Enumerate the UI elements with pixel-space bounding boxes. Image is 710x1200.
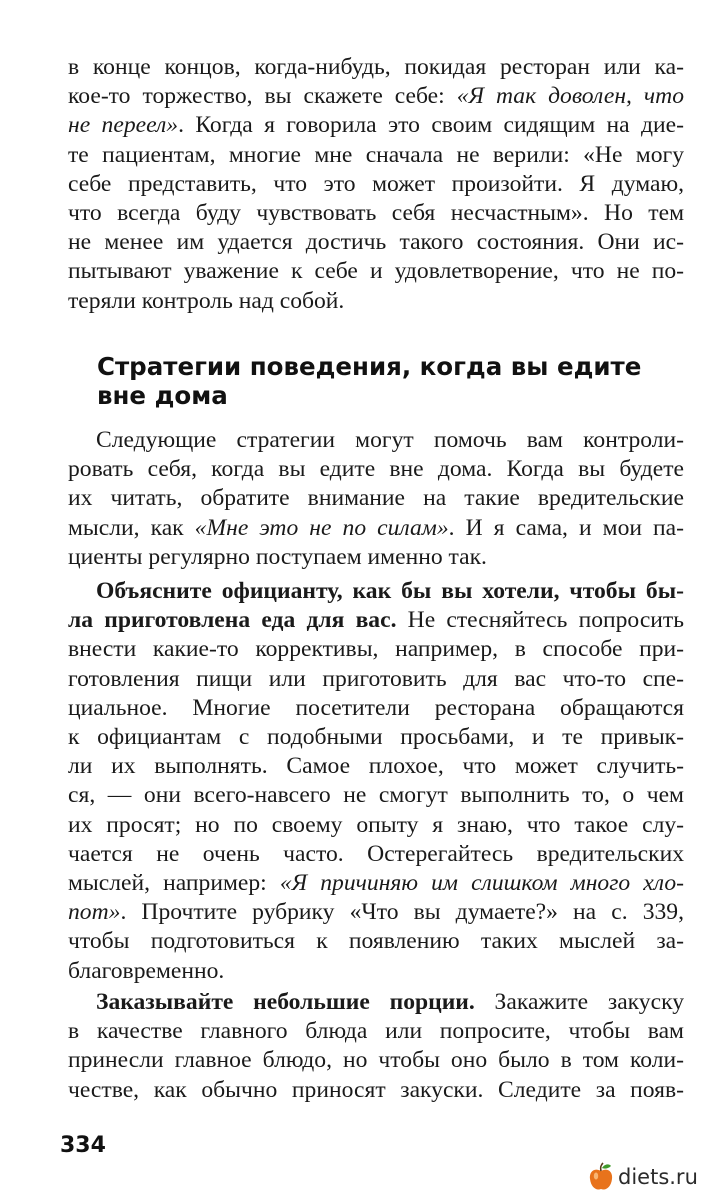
bold-run: ла приготовлена еда для вас. — [68, 607, 397, 634]
heading-line: вне дома — [97, 381, 228, 410]
text-run: Не стесняйтесь попросить — [396, 607, 684, 634]
text-run: . Прочтите рубрику «Что вы думаете?» на с. 339, — [120, 899, 684, 926]
text-run: мысли, как — [68, 514, 195, 541]
text-line: Объясните официанту, как бы вы хотели, чтобы бы- — [96, 578, 684, 604]
section-heading — [97, 352, 657, 410]
text-line: ровать себя, когда вы едите вне дома. Когда вы будете — [68, 456, 684, 483]
paragraph-small-portions — [68, 988, 684, 1105]
text-run: Закажите закуску — [474, 989, 684, 1015]
text-line: внести какие-то коррективы, например, в способе при- — [68, 636, 684, 663]
text-run: мыслей, например: — [68, 870, 280, 897]
italic-quote: «Мне это не по силам» — [194, 514, 449, 541]
italic-quote: пот» — [68, 899, 121, 926]
text-line: себе представить, что это может произойти. Я думаю, — [68, 170, 684, 197]
text-line — [68, 111, 684, 140]
text-line: ли их выполнять. Самое плохое, что может случить- — [68, 753, 684, 780]
text-line — [68, 82, 684, 111]
text-line — [68, 514, 684, 543]
heading-line: Стратегии поведения, когда вы едите — [97, 352, 642, 381]
apple-logo-icon — [588, 1162, 614, 1192]
text-line: чается не очень часто. Остерегайтесь вредительских — [68, 840, 684, 867]
page-number: 334 — [60, 1133, 106, 1158]
paragraph-strategies-intro — [68, 426, 684, 572]
text-line: циенты регулярно поступаем именно так. — [68, 543, 487, 570]
text-line — [68, 898, 684, 927]
text-line: чтобы подготовиться к появлению таких мыслей за- — [68, 928, 684, 955]
text-run: кое-то торжество, вы скажете себе: — [68, 83, 457, 110]
bold-run: Заказывайте небольшие порции. — [96, 989, 475, 1015]
italic-quote: «Я так доволен, что — [456, 83, 684, 110]
italic-quote: «Я причиняю им слишком много хло- — [279, 870, 685, 897]
text-line — [68, 869, 684, 898]
text-line: не менее им удается достичь такого состояния. Они ис- — [68, 229, 684, 256]
paragraph-explain-waiter — [68, 577, 684, 986]
text-run: . И я сама, и мои па- — [448, 514, 684, 541]
text-line: пытывают уважение к себе и удовлетворение, что не по- — [68, 258, 684, 285]
text-run: . Когда я говорила это своим сидящим на дие- — [178, 112, 684, 139]
text-line: циальное. Многие посетители ресторана обращаются — [68, 694, 684, 721]
text-line: благовременно. — [68, 957, 225, 984]
text-line: те пациентам, многие мне сначала не верили: «Не могу — [68, 141, 684, 168]
text-line — [68, 988, 684, 1017]
text-line: их читать, обратите внимание на такие вредительские — [68, 485, 684, 512]
text-line: их просят; но по своему опыту я знаю, что такое слу- — [68, 811, 684, 838]
text-line: готовления пищи или приготовить для вас что-то спе- — [68, 665, 684, 692]
text-line: в конце концов, когда-нибудь, покидая ресторан или ка- — [68, 54, 684, 80]
text-line: принесли главное блюдо, но чтобы оно было в том коли- — [68, 1047, 684, 1074]
text-line: теряли контроль над собой. — [68, 287, 345, 314]
text-line: ся, — они всего-навсего не смогут выполнить то, о чем — [68, 782, 684, 809]
text-line — [68, 606, 684, 635]
italic-quote: не переел» — [68, 112, 179, 139]
text-line: в качестве главного блюда или попросите, чтобы вам — [68, 1018, 684, 1045]
text-line: к официантам с подобными просьбами, и те привык- — [68, 724, 684, 751]
text-line: что всегда буду чувствовать себя несчастным». Но тем — [68, 200, 684, 227]
text-line: честве, как обычно приносят закуски. Следите за появ- — [68, 1076, 684, 1103]
watermark-site: diets.ru — [618, 1165, 698, 1189]
text-line: Следующие стратегии могут помочь вам контроли- — [96, 427, 684, 453]
paragraph-intro — [68, 53, 684, 316]
site-watermark — [588, 1160, 698, 1194]
